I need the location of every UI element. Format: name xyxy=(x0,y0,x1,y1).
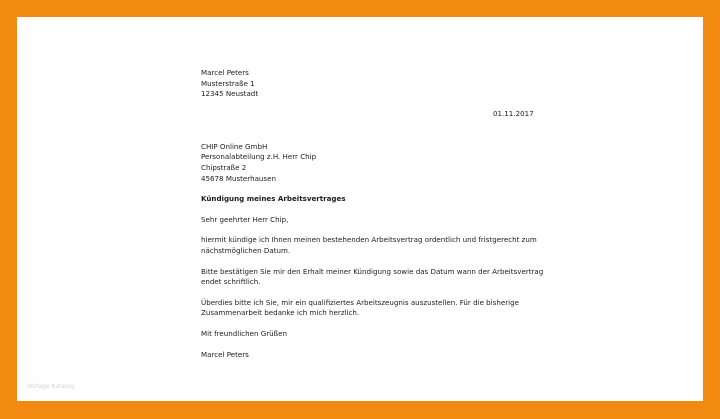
recipient-address xyxy=(201,142,541,184)
letter-subject: Kündigung meines Arbeitsvertrages xyxy=(201,194,346,204)
letter-page xyxy=(17,17,703,401)
paragraph-line: endet schriftlich. xyxy=(201,277,261,287)
letter-body xyxy=(201,68,544,360)
paragraph-line: hiermit kündige ich Ihnen meinen bestehenden Arbeitsvertrag ordentlich und fristgerecht zum xyxy=(201,235,537,245)
sender-city: 12345 Neustadt xyxy=(201,89,259,99)
letter-date: 01.11.2017 xyxy=(493,109,534,118)
recipient-company: CHIP Online GmbH xyxy=(201,141,268,151)
sender-address xyxy=(201,68,541,100)
paragraph-line: Bitte bestätigen Sie mir den Erhalt meiner Kündigung sowie das Datum wann der Arbeitsvertrag xyxy=(201,266,544,276)
paragraph-line: nächstmöglichen Datum. xyxy=(201,245,291,255)
paragraph-1 xyxy=(201,235,541,256)
paragraph-3 xyxy=(201,298,541,319)
recipient-city: 45678 Musterhausen xyxy=(201,173,276,183)
sender-street: Musterstraße 1 xyxy=(201,78,255,88)
watermark: Vorlage Katalog xyxy=(27,383,75,390)
closing: Mit freundlichen Grüßen xyxy=(201,328,287,338)
recipient-department: Personalabteilung z.H. Herr Chip xyxy=(201,152,317,162)
sender-name: Marcel Peters xyxy=(201,68,249,77)
paragraph-line: Überdies bitte ich Sie, mir ein qualifiziertes Arbeitszeugnis auszustellen. Für die bisherige xyxy=(201,297,519,307)
paragraph-2 xyxy=(201,266,544,288)
signature: Marcel Peters xyxy=(201,349,249,359)
recipient-street: Chipstraße 2 xyxy=(201,162,247,172)
salutation: Sehr geehrter Herr Chip, xyxy=(201,214,289,224)
paragraph-line: Zusammenarbeit bedanke ich mich herzlich. xyxy=(201,308,360,318)
